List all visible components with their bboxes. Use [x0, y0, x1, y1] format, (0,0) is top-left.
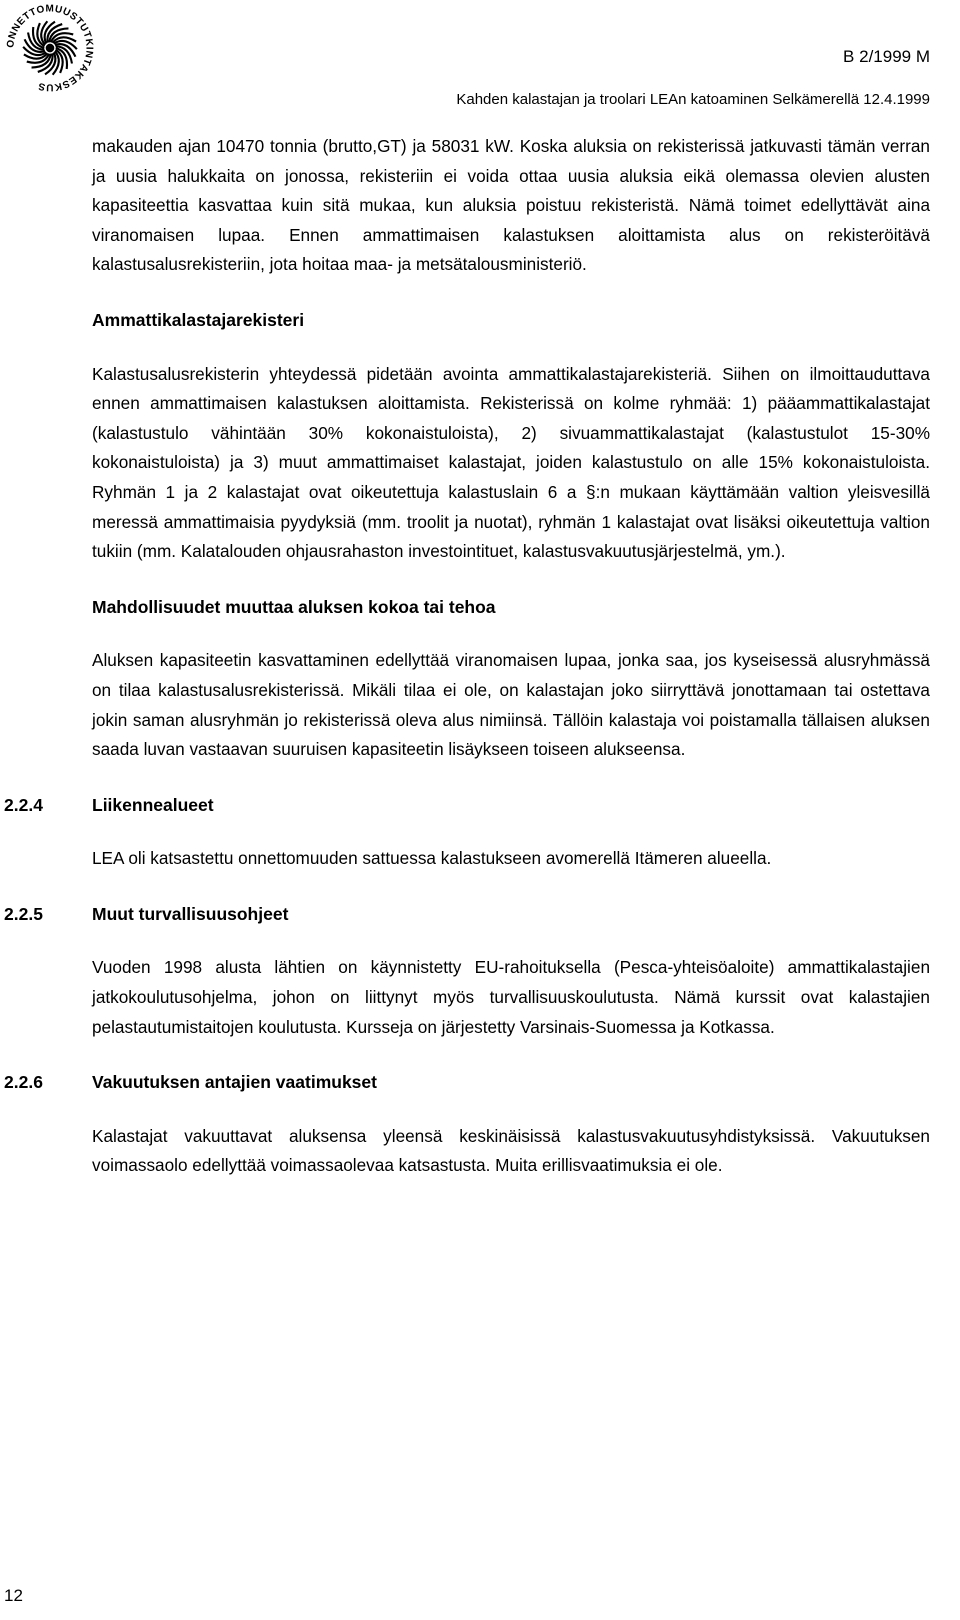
heading-mahdollisuudet: [92, 593, 930, 623]
report-title: Kahden kalastajan ja troolari LEAn katoaminen Selkämerellä 12.4.1999: [456, 91, 930, 108]
paragraph-muut-turvallisuusohjeet: Vuoden 1998 alusta lähtien on käynnistetty EU-rahoituksella (Pesca-yhteisöaloite) ammattikalastajien jatkokoulutusohjelma, johon on liittynyt myös turvallisuuskoulutusta. Nämä kurssit ovat kalastajien pelastautumistaitojen koulutusta. Kursseja on järjestetty Varsinais-Suomessa ja Kotkassa.: [92, 957, 930, 1037]
paragraph-ammattikalastajarekisteri: Kalastusalusrekisterin yhteydessä pidetään avointa ammattikalastajarekisteriä. Siihen on ilmoittauduttava ennen ammattimaisen kalastuksen aloittamista. Rekisterissä on kolme ryhmää: 1) pääammattikalastajat (kalastustulo vähintään 30% kokonaistuloista), 2) sivuammattikalastajat (kalastustulot 15-30% kokonaistuloista) ja 3) muut ammattimaiset kalastajat, joiden kalastustulo on alle 15% kokonaistuloista. Ryhmän 1 ja 2 kalastajat ovat oikeutettuja kalastuslain 6 a §:n mukaan käyttämään valtion yleisvesillä meressä ammattimaisia pyydyksiä (mm. troolit ja nuotat), ryhmän 1 kalastajat ovat lisäksi oikeutettuja valtion tukiin (mm. Kalatalouden ohjausrahaston investointituet, kalastusvakuutusjärjestelmä, ym.).: [92, 363, 930, 562]
heading-ammattikalastajarekisteri: [92, 306, 930, 336]
heading-liikennealueet: [4, 791, 930, 821]
svg-text:ONNETTOMUUSTUTKINTAKESKUS: ONNETTOMUUSTUTKINTAKESKUS: [5, 3, 95, 93]
heading-text: Liikennealueet: [92, 794, 214, 815]
accident-investigation-board-logo: [2, 0, 98, 96]
heading-text: Vakuutuksen antajien vaatimukset: [92, 1072, 377, 1093]
heading-text: Muut turvallisuusohjeet: [92, 903, 289, 924]
section-number: 2.2.5: [4, 903, 43, 924]
paragraph-vakuutuksen-antajien-vaatimukset: Kalastajat vakuuttavat aluksensa yleensä keskinäisissä kalastusvakuutusyhdistyksissä. Vakuutuksen voimassaolo edellyttää voimassaolevaa katsastusta. Muita erillisvaatimuksia ei ole.: [92, 1125, 930, 1176]
heading-text: Mahdollisuudet muuttaa aluksen kokoa tai tehoa: [92, 596, 496, 617]
intro-paragraph: makauden ajan 10470 tonnia (brutto,GT) ja 58031 kW. Koska aluksia on rekisterissä jatkuvasti tämän verran ja uusia halukkaita on jonossa, rekisteriin ei voida ottaa uusia aluksia eikä olemassa olevien alusten kapasiteettia kasvattaa kuin sitä mukaa, kun aluksia poistuu rekisteristä. Nämä toimet edellyttävät aina viranomaisen lupaa. Ennen ammattimaisen kalastuksen aloittamista alus on rekisteröitävä kalastusalusrekisteriin, jota hoitaa maa- ja metsätalousministeriö.: [92, 136, 930, 275]
section-number: 2.2.6: [4, 1072, 43, 1093]
page-number: 12: [4, 1586, 23, 1605]
heading-muut-turvallisuusohjeet: [4, 900, 930, 930]
report-code: B 2/1999 M: [843, 47, 930, 66]
document-body: [4, 132, 930, 1181]
section-number: 2.2.4: [4, 794, 43, 815]
paragraph-liikennealueet: LEA oli katsastettu onnettomuuden sattuessa kalastukseen avomerellä Itämeren alueella.: [92, 848, 772, 869]
heading-text: Ammattikalastajarekisteri: [92, 309, 305, 330]
heading-vakuutuksen-antajien-vaatimukset: [4, 1068, 930, 1098]
paragraph-mahdollisuudet: Aluksen kapasiteetin kasvattaminen edellyttää viranomaisen lupaa, jonka saa, jos kyseisessä alusryhmässä on tilaa kalastusalusrekisterissä. Mikäli tilaa ei ole, on kalastajan joko siirryttävä jonottamaan tai ostettava jokin saman alusryhmän jo rekisterissä oleva alus nimiinsä. Tällöin kalastaja voi poistamalla tällaisen aluksen saada luvan vastaavan suuruisen kapasiteetin lisäykseen toiseen alukseensa.: [92, 650, 930, 760]
